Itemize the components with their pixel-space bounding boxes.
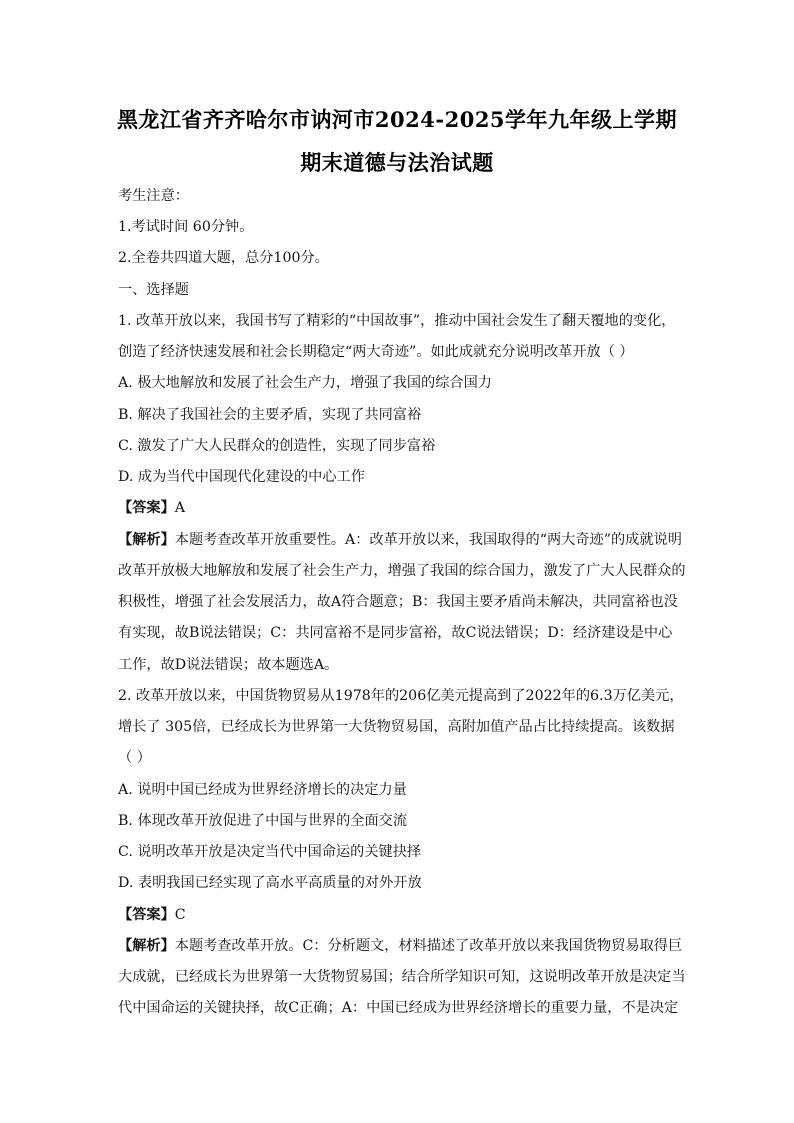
q1-option-b: B. 解决了我国社会的主要矛盾，实现了共同富裕 [118,407,422,423]
q2-answer [118,905,688,925]
notice-heading: 考生注意： [118,188,189,204]
q2-analysis-line3: 代中国命运的关键抉择，故C正确；A：中国已经成为世界经济增长的重要力量，不是决定 [118,1000,679,1016]
q2-analysis-tag: 【解析】 [118,938,175,954]
q1-answer-tag: 【答案】 [118,500,175,516]
document-title-line1: 黑龙江省齐齐哈尔市讷河市2024-2025学年九年级上学期 [116,107,678,132]
q1-stem-line1: 1. 改革开放以来，我国书写了精彩的“中国故事”，推动中国社会发生了翻天覆地的变化， [118,313,676,329]
q1-analysis-line3: 积极性，增强了社会发展活力，故A符合题意；B：我国主要矛盾尚未解决，共同富裕也没 [118,594,678,610]
q2-answer-tag: 【答案】 [118,907,175,923]
q1-analysis-line1 [118,530,688,550]
q2-option-d: D. 表明我国已经实现了高水平高质量的对外开放 [118,875,422,891]
q1-option-a: A. 极大地解放和发展了社会生产力，增强了我国的综合国力 [118,375,492,391]
q2-analysis-line2: 大成就，已经成长为世界第一大货物贸易国；结合所学知识可知，这说明改革开放是决定当 [118,969,686,985]
q1-answer-value: A [174,500,186,516]
q2-option-b: B. 体现改革开放促进了中国与世界的全面交流 [118,813,408,829]
q1-option-d: D. 成为当代中国现代化建设的中心工作 [118,469,365,485]
q2-analysis-text1: 本题考查改革开放。C：分析题文，材料描述了改革开放以来我国货物贸易取得巨 [174,938,683,954]
q2-answer-value: C [174,907,186,923]
q2-stem-line1: 2. 改革开放以来，中国货物贸易从1978年的206亿美元提高到了2022年的6.3万亿美元， [118,688,684,704]
q1-option-c: C. 激发了广大人民群众的创造性，实现了同步富裕 [118,438,436,454]
q1-analysis-line5: 工作，故D说法错误；故本题选A。 [118,657,339,673]
q2-option-a: A. 说明中国已经成为世界经济增长的决定力量 [118,782,407,798]
q1-answer [118,498,688,518]
q1-stem-line2: 创造了经济快速发展和社会长期稳定“两大奇迹”。如此成就充分说明改革开放（ ） [118,344,634,360]
section-heading: 一、选择题 [118,282,189,298]
q2-option-c: C. 说明改革开放是决定当代中国命运的关键抉择 [118,844,422,860]
notice-item-1: 1.考试时间 60分钟。 [118,219,254,235]
q1-analysis-line2: 改革开放极大地解放和发展了社会生产力，增强了我国的综合国力，激发了广大人民群众的 [118,563,686,579]
q2-stem-line3: （ ） [118,750,151,766]
q1-analysis-line4: 有实现，故B说法错误；C：共同富裕不是同步富裕，故C说法错误；D：经济建设是中心 [118,625,673,641]
q2-analysis-line1 [118,936,688,956]
q1-analysis-tag: 【解析】 [118,532,175,548]
q2-stem-line2: 增长了 305倍，已经成长为世界第一大货物贸易国，高附加值产品占比持续提高。该数据 [118,719,675,735]
document-title-line2: 期末道德与法治试题 [300,150,494,175]
notice-item-2: 2.全卷共四道大题，总分100分。 [118,250,329,266]
q1-analysis-text1: 本题考查改革开放重要性。A：改革开放以来，我国取得的“两大奇迹”的成就说明 [174,532,682,548]
